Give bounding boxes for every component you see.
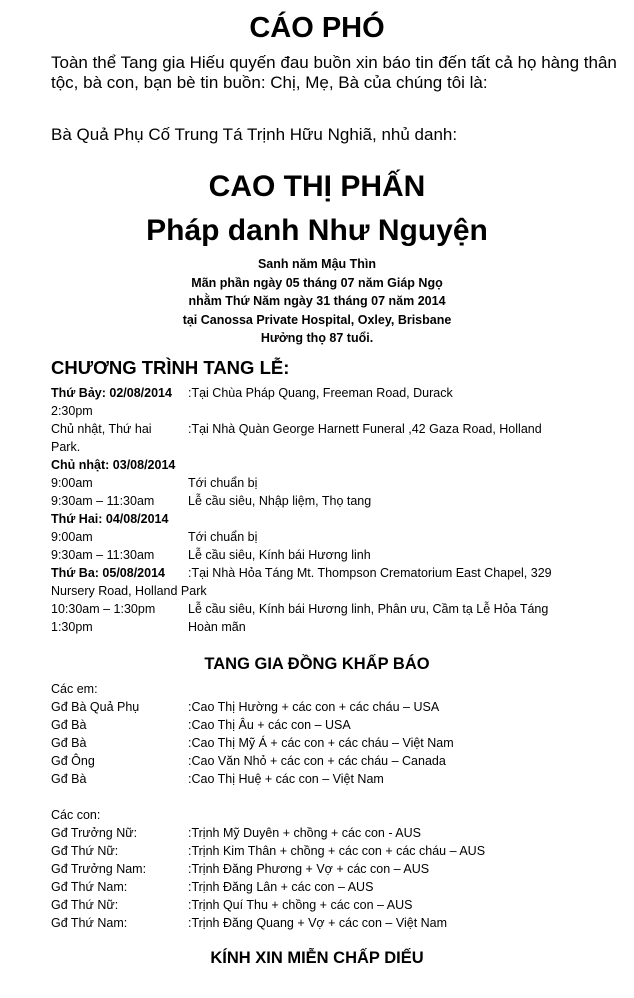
relation: Gđ Thứ Nam: [51,880,128,894]
family-member: :Cao Thị Mỹ Á + các con + các cháu – Việt Nam [188,736,454,750]
relation: Gđ Thứ Nam: [51,916,128,930]
schedule-text: Lễ cầu siêu, Kính bái Hương linh, Phân ưu, Cầm tạ Lễ Hỏa Táng [188,602,549,616]
schedule-text: Lễ cầu siêu, Kính bái Hương linh [188,548,371,562]
schedule-day: Chủ nhật, Thứ hai [51,422,152,436]
schedule-day: Thứ Hai: 04/08/2014 [51,512,169,526]
relation: Gđ Bà Quả Phụ [51,700,140,714]
list-item [51,824,626,842]
family-member: :Trịnh Quí Thu + chồng + các con – AUS [188,898,413,912]
schedule-row [51,384,626,402]
family-member: :Trịnh Mỹ Duyên + chồng + các con - AUS [188,826,421,840]
obituary-heading: CÁO PHÓ [249,12,385,44]
death-solar-date: nhằm Thứ Năm ngày 31 tháng 07 năm 2014 [188,294,446,308]
list-item [51,896,626,914]
schedule-row [51,402,626,420]
relation: Gđ Bà [51,736,87,750]
schedule-row [51,618,626,636]
relation: Gđ Bà [51,772,87,786]
list-item [51,716,626,734]
schedule-day: Thứ Bảy: 02/08/2014 [51,386,172,400]
deceased-details [0,255,634,348]
funeral-schedule [51,384,626,636]
list-item [51,770,626,788]
schedule-row [51,438,626,456]
children-label: Các con: [51,808,101,822]
relation: Gđ Thứ Nữ: [51,844,119,858]
schedule-time: 1:30pm [51,620,93,634]
schedule-time: 2:30pm [51,404,93,418]
dharma-name: Pháp danh Như Nguyện [146,214,488,247]
schedule-row [51,546,626,564]
death-lunar-date: Mãn phần ngày 05 tháng 07 năm Giáp Ngọ [191,275,443,290]
schedule-text: Lễ cầu siêu, Nhập liệm, Thọ tang [188,494,372,508]
list-item [51,698,626,716]
schedule-row [51,420,626,438]
schedule-time: 9:00am [51,476,93,490]
list-item [51,914,626,932]
family-member: :Trịnh Đăng Quang + Vợ + các con – Việt Nam [188,916,448,930]
schedule-text: Tới chuẩn bị [188,530,258,544]
schedule-text-continued: Nursery Road, Holland Park [51,584,207,598]
list-item [51,842,626,860]
schedule-text-continued: Park. [51,440,81,454]
list-item [51,734,626,752]
death-place: tại Canossa Private Hospital, Oxley, Brisbane [182,312,452,327]
schedule-row [51,528,626,546]
schedule-time: 9:30am – 11:30am [51,494,155,508]
age: Hưởng thọ 87 tuổi. [260,331,374,345]
family-member: :Trịnh Đăng Phương + Vợ + các con – AUS [188,862,430,876]
schedule-time: 10:30am – 1:30pm [51,602,156,616]
family-member: :Trịnh Kim Thân + chồng + các con + các cháu – AUS [188,844,486,858]
birth-year: Sanh năm Mậu Thìn [257,257,377,271]
schedule-text: :Tại Nhà Hỏa Táng Mt. Thompson Crematorium East Chapel, 329 [188,566,552,580]
relation: Gđ Trưởng Nam: [51,862,147,876]
family-title: TANG GIA ĐỒNG KHẤP BÁO [204,655,430,673]
family-member: :Cao Thị Âu + các con – USA [188,718,351,732]
schedule-day: Chủ nhật: 03/08/2014 [51,458,176,472]
schedule-text: Hoàn mãn [188,620,246,634]
schedule-row [51,564,626,582]
program-title: CHƯƠNG TRÌNH TANG LỄ: [51,357,290,378]
family-member: :Cao Thị Hường + các con + các cháu – USA [188,700,440,714]
closing-line: KÍNH XIN MIỄN CHẤP DIẾU [210,949,424,967]
schedule-row [51,600,626,618]
relation: Gđ Trưởng Nữ: [51,826,138,840]
siblings-label: Các em: [51,682,98,696]
schedule-row [51,474,626,492]
relation: Gđ Bà [51,718,87,732]
schedule-row [51,492,626,510]
intro-paragraph: Toàn thể Tang gia Hiếu quyến đau buồn xin báo tin đến tất cả họ hàng thân tộc, bà con, bạn bè tin buồn: Chị, Mẹ, Bà của chúng tôi là: [51,53,617,92]
relation: Gđ Thứ Nữ: [51,898,119,912]
family-member: :Trịnh Đăng Lân + các con – AUS [188,880,374,894]
list-item [51,878,626,896]
siblings-list [51,680,626,788]
schedule-time: 9:00am [51,530,93,544]
children-list [51,806,626,932]
deceased-name: CAO THỊ PHẤN [208,170,426,203]
list-label [51,680,626,698]
schedule-day: Thứ Ba: 05/08/2014 [51,566,165,580]
family-member: :Cao Thị Huệ + các con – Việt Nam [188,772,384,786]
schedule-row [51,582,626,600]
schedule-text: Tới chuẩn bị [188,476,258,490]
list-item [51,752,626,770]
intro-deceased-line: Bà Quả Phụ Cố Trung Tá Trịnh Hữu Nghiã, nhủ danh: [51,125,458,144]
schedule-text: :Tại Chùa Pháp Quang, Freeman Road, Durack [188,386,453,400]
schedule-time: 9:30am – 11:30am [51,548,155,562]
schedule-text: :Tại Nhà Quàn George Harnett Funeral ,42 Gaza Road, Holland [188,422,542,436]
list-item [51,860,626,878]
relation: Gđ Ông [51,754,95,768]
schedule-row [51,510,626,528]
list-label [51,806,626,824]
schedule-row [51,456,626,474]
family-member: :Cao Văn Nhỏ + các con + các cháu – Canada [188,754,446,768]
